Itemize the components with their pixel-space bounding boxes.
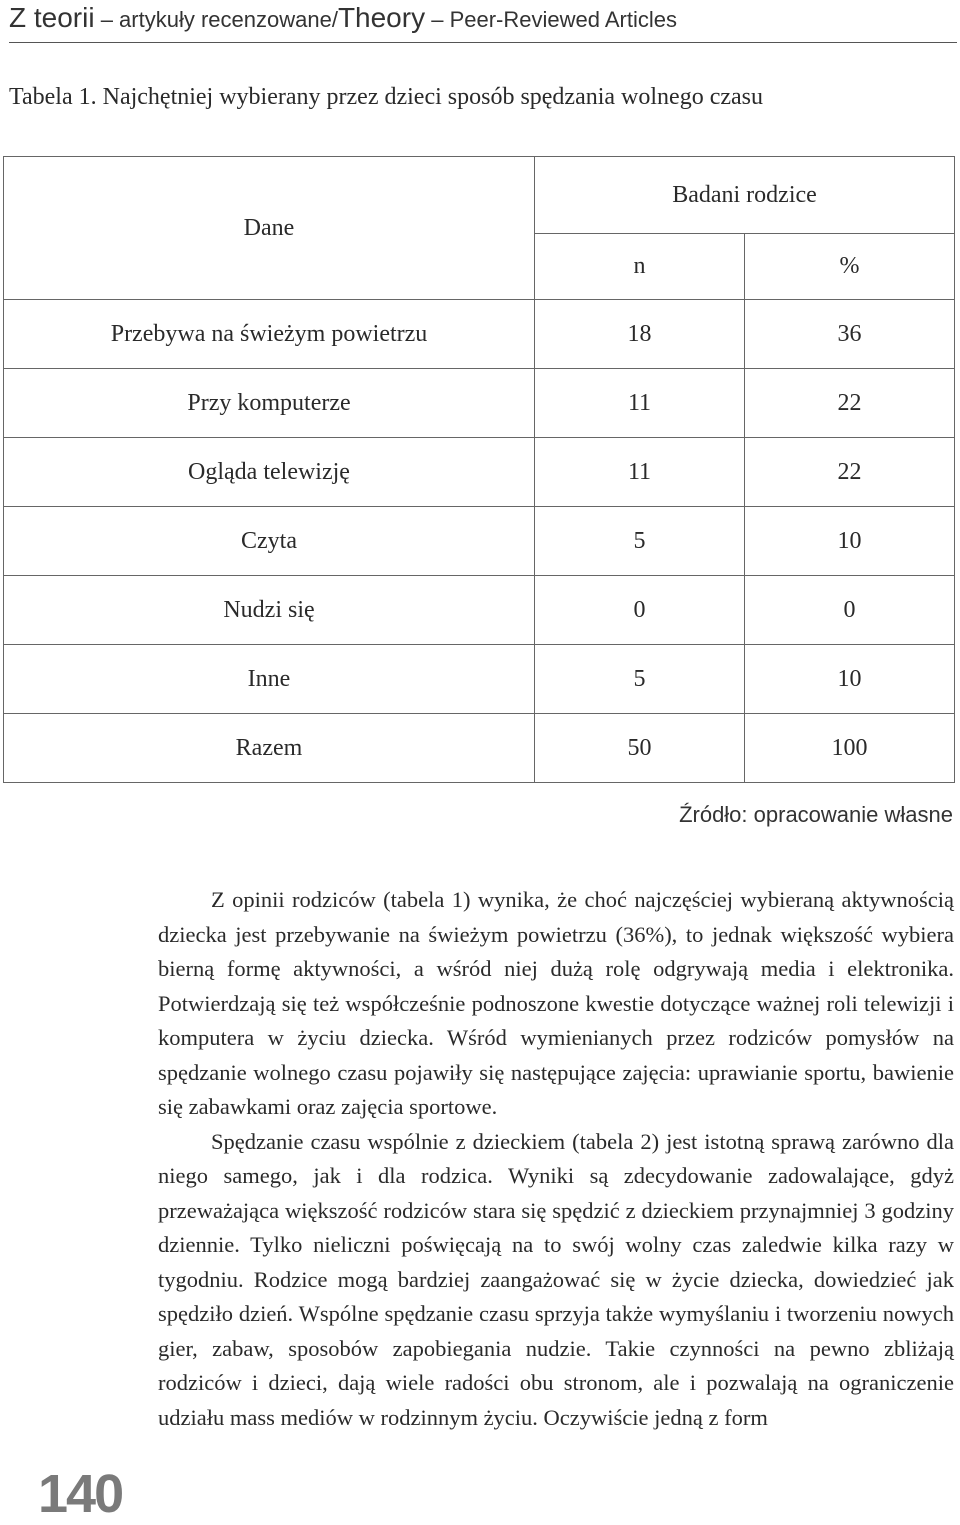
header-subsection-pl: artykuły recenzowane/: [119, 7, 338, 32]
row-label: Nudzi się: [4, 576, 535, 645]
column-header-dane: Dane: [4, 157, 535, 300]
cell-percent: 22: [745, 369, 955, 438]
cell-n: 5: [535, 645, 745, 714]
row-label: Czyta: [4, 507, 535, 576]
article-body: [158, 883, 954, 1435]
header-subsection-en: Peer-Reviewed Articles: [449, 7, 677, 32]
cell-n: 5: [535, 507, 745, 576]
table-row: [4, 576, 955, 645]
table-row-total: [4, 714, 955, 783]
cell-n: 50: [535, 714, 745, 783]
cell-n: 11: [535, 438, 745, 507]
table-row: [4, 369, 955, 438]
cell-n: 18: [535, 300, 745, 369]
table-row: [4, 438, 955, 507]
header-dash: –: [94, 7, 120, 32]
cell-n: 0: [535, 576, 745, 645]
cell-percent: 36: [745, 300, 955, 369]
column-group-header: Badani rodzice: [535, 157, 955, 234]
header-section-en: Theory: [337, 2, 426, 33]
row-label: Przy komputerze: [4, 369, 535, 438]
data-table: [3, 156, 955, 783]
column-header-percent: %: [745, 234, 955, 300]
cell-percent: 22: [745, 438, 955, 507]
cell-percent: 10: [745, 645, 955, 714]
header-section-pl: Z teorii: [9, 2, 95, 33]
paragraph: Z opinii rodziców (tabela 1) wynika, że choć najczęściej wybieraną aktywnością dziecka jest przebywanie na świeżym powietrzu (36%), to jednak większość wybiera bierną formę aktywności, a wśród niej dużą rolę odgrywają media i elektronika. Potwierdzają się też współcześnie podnoszone kwestie dotyczące ważnej roli telewizji i komputera w życiu dziecka. Wśród wymienianych przez rodziców pomysłów na spędzanie wolnego czasu pojawiły się następujące zajęcia: uprawianie sportu, bawienie się zabawkami oraz zajęcia sportowe.: [158, 887, 954, 1119]
cell-percent: 100: [745, 714, 955, 783]
cell-n: 11: [535, 369, 745, 438]
page-number: 140: [38, 1464, 123, 1524]
row-label: Inne: [4, 645, 535, 714]
table-row: [4, 300, 955, 369]
cell-percent: 0: [745, 576, 955, 645]
row-label: Przebywa na świeżym powietrzu: [4, 300, 535, 369]
column-header-n: n: [535, 234, 745, 300]
row-label: Ogląda telewizję: [4, 438, 535, 507]
running-header: [9, 2, 957, 43]
table-source-note: Źródło: opracowanie własne: [679, 802, 953, 827]
paragraph: Spędzanie czasu wspólnie z dzieckiem (tabela 2) jest istotną sprawą zarówno dla niego samego, jak i dla rodzica. Wyniki są zdecydowanie zadowalające, gdyż przeważająca większość rodziców stara się spędzić z dzieckiem przynajmniej 3 godziny dziennie. Tylko nieliczni poświęcają na to swój wolny czas zaledwie kilka razy w tygodniu. Rodzice mogą bardziej zaangażować się w życie dziecka, dowiedzieć jak spędziło dzień. Wspólne spędzanie czasu sprzyja także wymyślaniu i tworzeniu nowych gier, zabaw, sposobów zapobiegania nudzie. Takie czynności na pewno zbliżają rodziców i dzieci, dają wiele radości obu stronom, ale i pozwalają na ograniczenie udziału mass mediów w rodzinnym życiu. Oczywiście jedną z form: [158, 1128, 954, 1430]
table-row: [4, 507, 955, 576]
table-row: [4, 645, 955, 714]
row-label: Razem: [4, 714, 535, 783]
table-caption: Tabela 1. Najchętniej wybierany przez dzieci sposób spędzania wolnego czasu: [9, 84, 764, 110]
cell-percent: 10: [745, 507, 955, 576]
header-dash: –: [425, 7, 450, 32]
